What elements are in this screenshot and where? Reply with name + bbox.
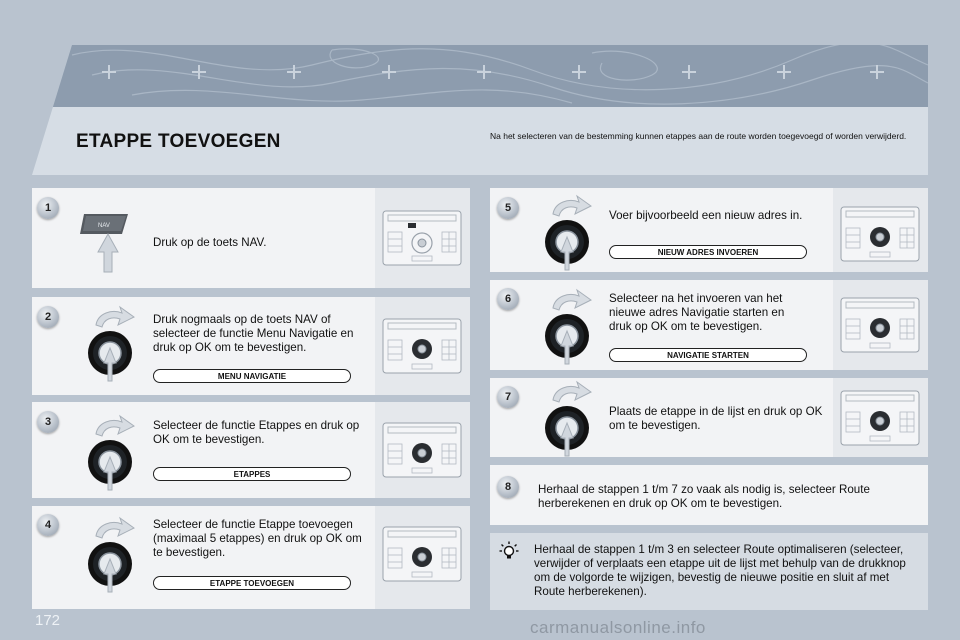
rotary-knob-icon-step-5	[537, 192, 599, 277]
rotary-knob-icon-step-2	[80, 303, 142, 388]
intro-text: Na het selecteren van de bestemming kunnen etappes aan de route worden toegevoegd of worden verwijderd.	[490, 131, 907, 141]
nav-key-label: NAV	[98, 223, 110, 229]
radio-device-icon-step-6	[840, 297, 920, 358]
lightbulb-icon	[499, 541, 519, 566]
tip-text: Herhaal de stappen 1 t/m 3 en selecteer Route optimaliseren (selecteer, verwijder of verplaats een etappe uit de lijst met behulp van de drukknop om de volgorde te wijzigen, bevestig de nieuwe positie en sluit af met Route herberekenen).	[534, 543, 906, 598]
radio-device-icon-step-2	[382, 318, 462, 379]
step-2-badge: 2	[37, 306, 59, 328]
step-8-text: Herhaal de stappen 1 t/m 7 zo vaak als nodig is, selecteer Route herberekenen en druk op OK om te bevestigen.	[538, 483, 870, 510]
step-6-text: Selecteer na het invoeren van het nieuwe adres Navigatie starten en druk op OK om te bevestigen.	[609, 292, 785, 333]
rotary-knob-icon-step-4	[80, 514, 142, 599]
page-number: 172	[35, 612, 61, 629]
step-6-badge: 6	[497, 288, 519, 310]
header-banner	[32, 45, 928, 175]
step-5-text: Voer bijvoorbeeld een nieuw adres in.	[609, 209, 803, 222]
step-5-badge: 5	[497, 197, 519, 219]
step-6-menu-label: NAVIGATIE STARTEN	[609, 348, 807, 362]
step-7-text: Plaats de etappe in de lijst en druk op OK om te bevestigen.	[609, 405, 823, 432]
step-1-text: Druk op de toets NAV.	[153, 236, 267, 249]
page-title: ETAPPE TOEVOEGEN	[76, 131, 281, 152]
nav-key-icon	[80, 212, 134, 279]
step-8-badge: 8	[497, 476, 519, 498]
rotary-knob-icon-step-6	[537, 286, 599, 371]
topographic-pattern	[32, 45, 928, 107]
radio-device-icon-step-1	[382, 210, 462, 271]
step-4-badge: 4	[37, 514, 59, 536]
step-5-menu-label: NIEUW ADRES INVOEREN	[609, 245, 807, 259]
rotary-knob-icon-step-3	[80, 412, 142, 497]
step-2-menu-label: MENU NAVIGATIE	[153, 369, 351, 383]
radio-device-icon-step-5	[840, 206, 920, 267]
watermark: carmanualsonline.info	[530, 618, 706, 637]
step-3-menu-label: ETAPPES	[153, 467, 351, 481]
step-2-text: Druk nogmaals op de toets NAV of selecteer de functie Menu Navigatie en druk op OK om te bevestigen.	[153, 313, 354, 354]
radio-device-icon-step-3	[382, 422, 462, 483]
step-7-badge: 7	[497, 386, 519, 408]
step-1-badge: 1	[37, 197, 59, 219]
step-3-text: Selecteer de functie Etappes en druk op OK om te bevestigen.	[153, 419, 360, 446]
radio-device-icon-step-7	[840, 390, 920, 451]
corner-cut	[32, 45, 72, 175]
step-4-text: Selecteer de functie Etappe toevoegen (maximaal 5 etappes) en druk op OK om te bevestigen.	[153, 518, 362, 559]
step-3-badge: 3	[37, 411, 59, 433]
rotary-knob-icon-step-7	[537, 378, 599, 463]
step-4-menu-label: ETAPPE TOEVOEGEN	[153, 576, 351, 590]
radio-device-icon-step-4	[382, 526, 462, 587]
